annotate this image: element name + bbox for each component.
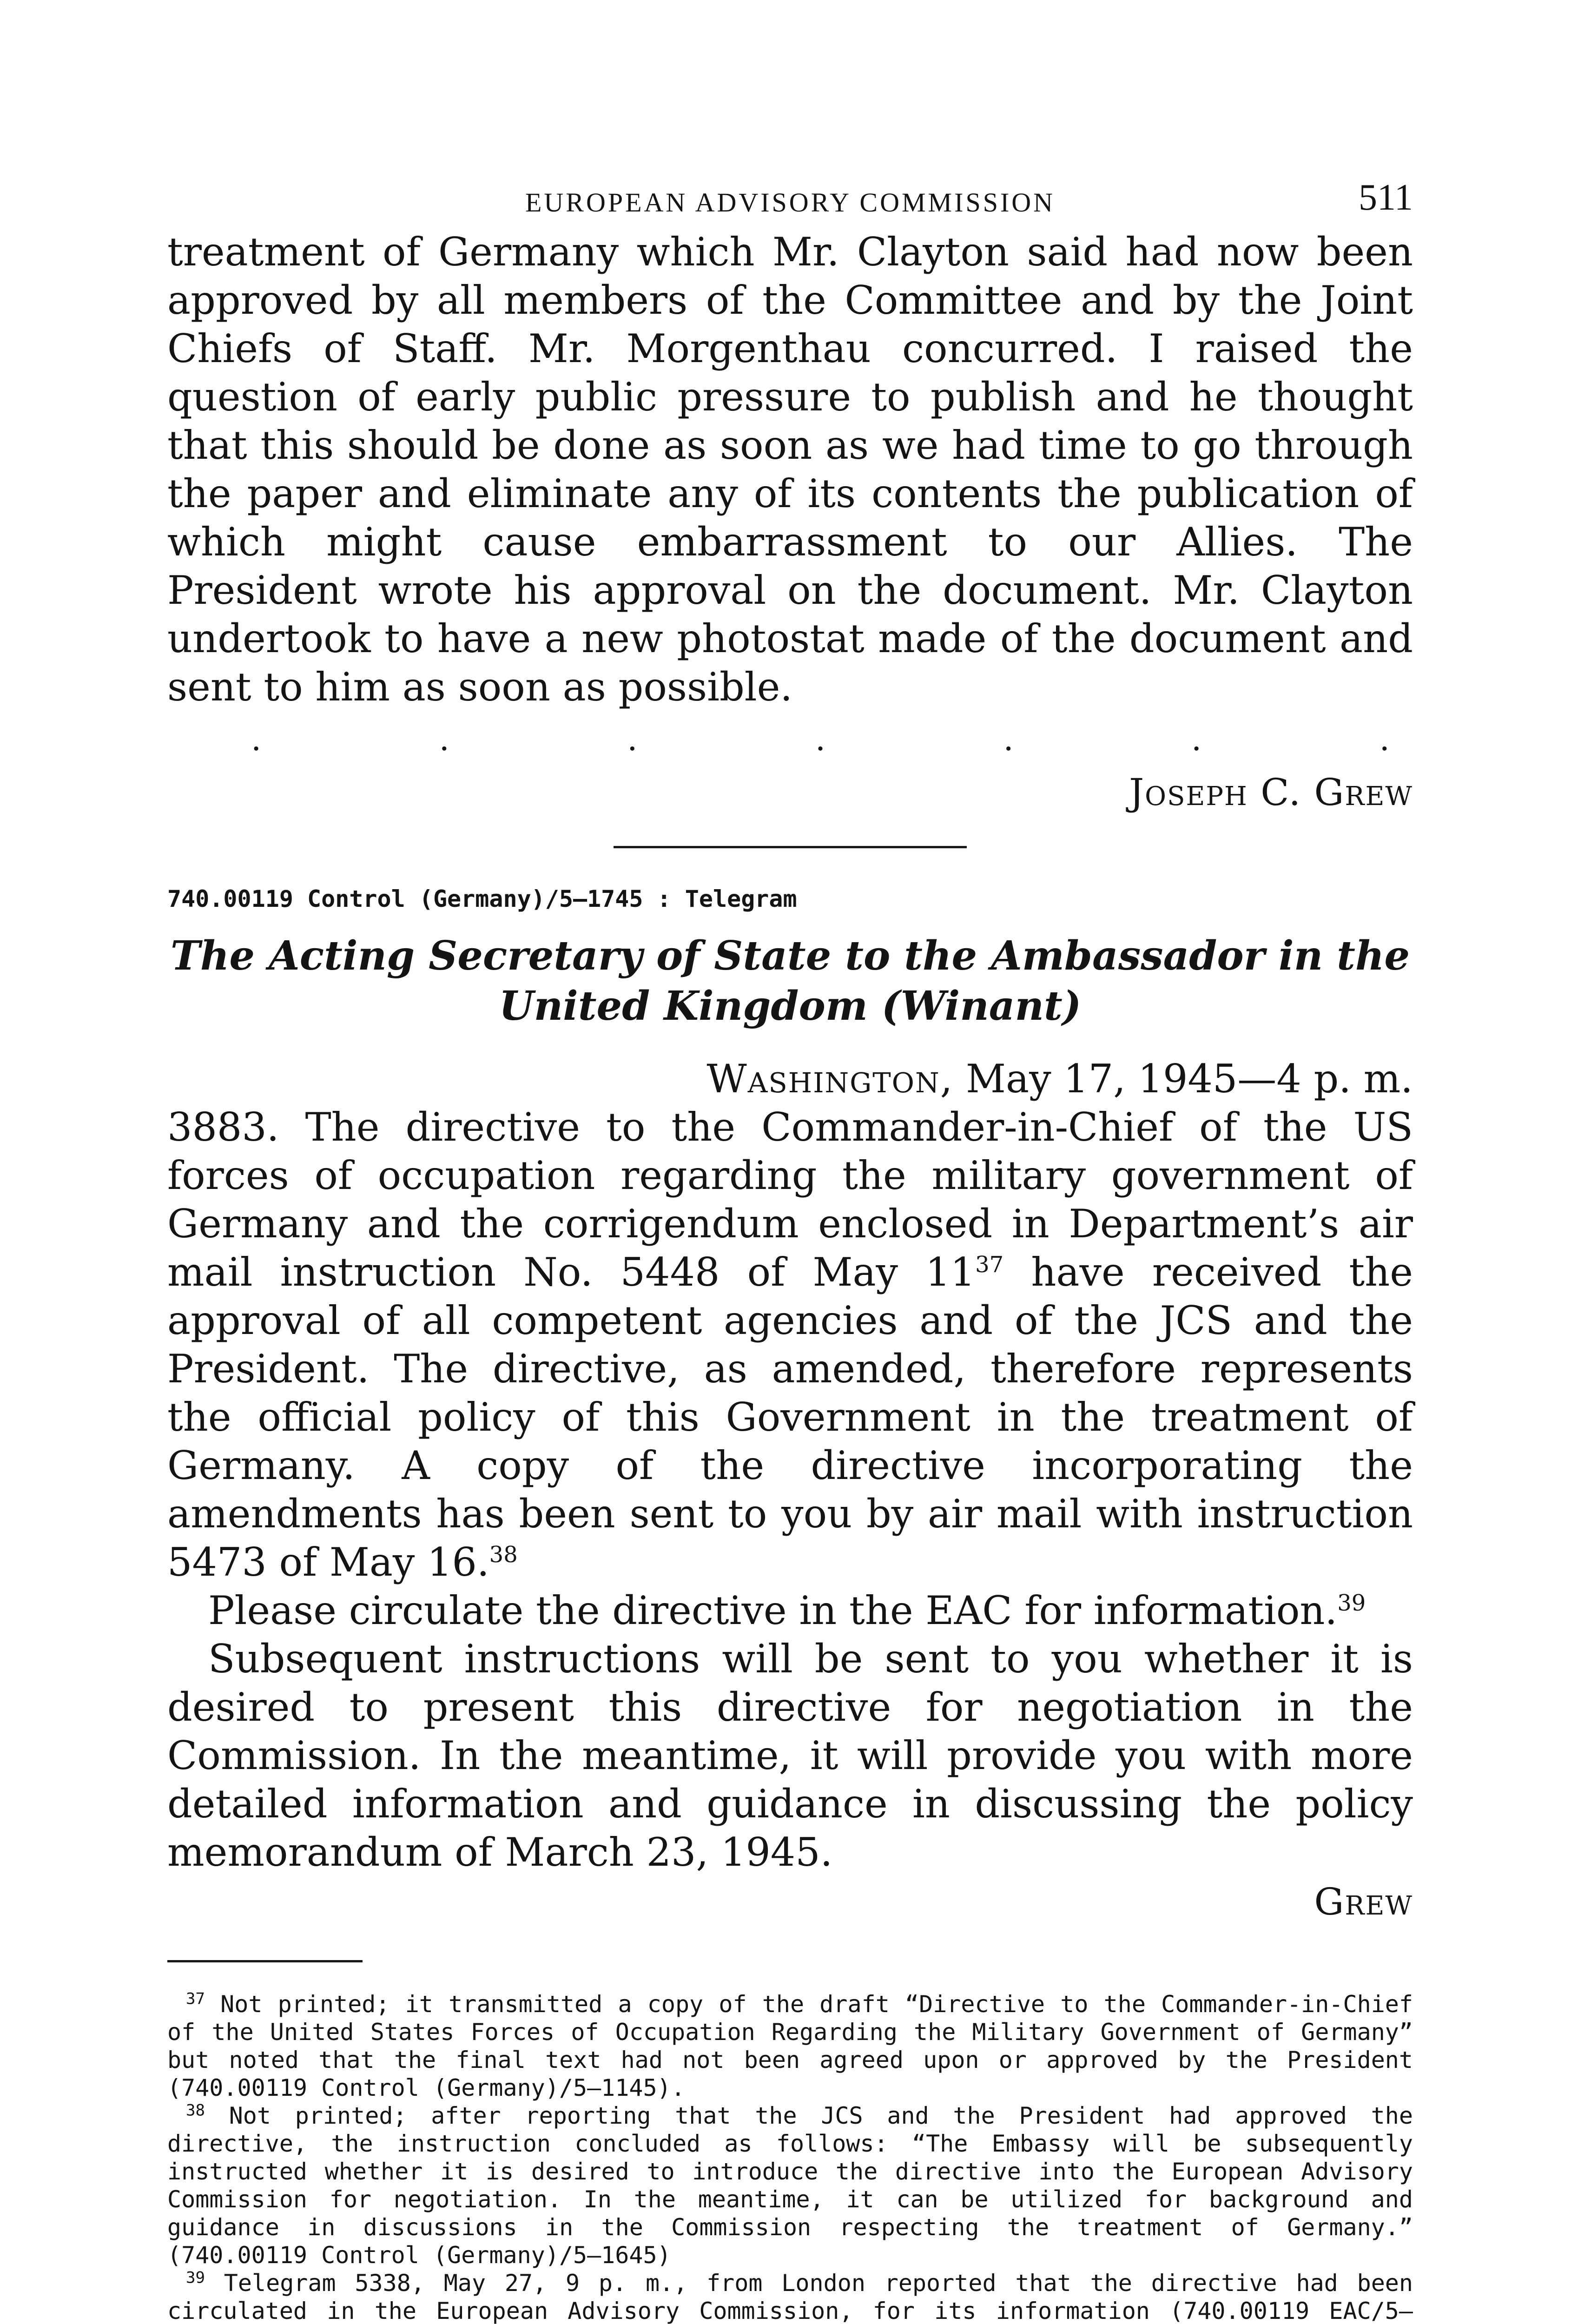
- document-page: [167, 177, 1413, 2324]
- dateline-place: Washington,: [706, 1056, 954, 1102]
- page-number: 511: [1358, 177, 1413, 218]
- telegram-paragraph-1: [167, 1103, 1413, 1586]
- telegram-paragraph-2: [167, 1586, 1413, 1635]
- ellipsis-dot: .: [439, 720, 449, 758]
- telegram-signature: Grew: [1314, 1880, 1413, 1923]
- continued-paragraph: treatment of Germany which Mr. Clayton said had now been approved by all members of the Committee and by the Joint Chiefs of Staff. Mr. Morgenthau concurred. I raised the question of early public pressure to publish and he thought that this should be done as soon as we had time to go through the paper and eliminate any of its contents the publication of which might cause embarrassment to our Allies. The President wrote his approval on the document. Mr. Clayton undertook to have a new photostat made of the document and sent to him as soon as possible.: [167, 229, 1413, 710]
- footnote-text: Not printed; after reporting that the JCS and the President had approved the directive, the instruction concluded as follows: “The Embassy will be subsequently instructed whether it is desired to introduce the directive into the European Advisory Commission for negotiation. In the meantime, it can be utilized for background and guidance in discussions in the Commission respecting the treatment of Germany.” (740.00119 Control (Germany)/5–1645): [167, 2102, 1413, 2269]
- footnotes: [167, 1990, 1413, 2324]
- footnote: [167, 2102, 1413, 2269]
- footnote-ref[interactable]: 37: [975, 1252, 1004, 1278]
- footnote: [167, 1990, 1413, 2102]
- footnote-ref[interactable]: 38: [489, 1542, 518, 1568]
- telegram-body: [167, 1103, 1413, 1928]
- ellipsis-dot: .: [1379, 720, 1390, 758]
- ellipsis-dot: .: [1003, 720, 1014, 758]
- running-head: [167, 177, 1413, 228]
- document-title: The Acting Secretary of State to the Ambassador in the United Kingdom (Winant): [170, 932, 1410, 1030]
- first-signature: Joseph C. Grew: [1129, 771, 1413, 814]
- ellipsis-dot: .: [251, 720, 262, 758]
- file-reference: 740.00119 Control (Germany)/5–1745 : Telegram: [167, 885, 797, 912]
- footnote: [167, 2269, 1413, 2324]
- ellipsis-dot: .: [1191, 720, 1202, 758]
- footnote-number: 37: [186, 1989, 205, 2008]
- omission-ellipsis: [167, 711, 1413, 767]
- paragraph-text: Please circulate the directive in the EAC for information.: [208, 1588, 1338, 1633]
- dateline: [167, 1055, 1413, 1103]
- footnote-number: 39: [186, 2268, 205, 2287]
- ellipsis-dot: .: [627, 720, 638, 758]
- paragraph-text: have received the approval of all competent agencies and of the JCS and the President. The directive, as amended, therefore represents the official policy of this Government in the treatment of Germany. A copy of the directive incorporating the amendments has been sent to you by air mail with instruction 5473 of May 16.: [167, 1249, 1413, 1585]
- telegram-paragraph-3: Subsequent instructions will be sent to you whether it is desired to present this directive for negotiation in the Commission. In the meantime, it will provide you with more detailed information and guidance in discussing the policy memorandum of March 23, 1945.: [167, 1636, 1413, 1875]
- section-divider: [614, 846, 967, 848]
- footnote-rule: [167, 1960, 363, 1962]
- ellipsis-dot: .: [815, 720, 826, 758]
- footnote-text: Telegram 5338, May 27, 9 p. m., from London reported that the directive had been circulated in the European Advisory Commission, for its information (740.00119 EAC/5–: [167, 2270, 1413, 2324]
- footnote-number: 38: [186, 2101, 205, 2120]
- footnote-ref[interactable]: 39: [1337, 1590, 1366, 1616]
- running-title: EUROPEAN ADVISORY COMMISSION: [525, 187, 1056, 218]
- body-text: [167, 228, 1413, 818]
- dateline-date: May 17, 1945—4 p. m.: [966, 1056, 1413, 1102]
- paragraph-text: 3883. The directive to the Commander-in-Chief of the US forces of occupation regarding the military government of Germany and the corrigendum enclosed in Department’s air mail instruction No. 5448 of May 11: [167, 1104, 1413, 1295]
- footnote-text: Not printed; it transmitted a copy of the draft “Directive to the Commander-in-Chief of the United States Forces of Occupation Regarding the Military Government of Germany” but noted that the final text had not been agreed upon or approved by the President (740.00119 Control (Germany)/5–1145).: [167, 1991, 1413, 2101]
